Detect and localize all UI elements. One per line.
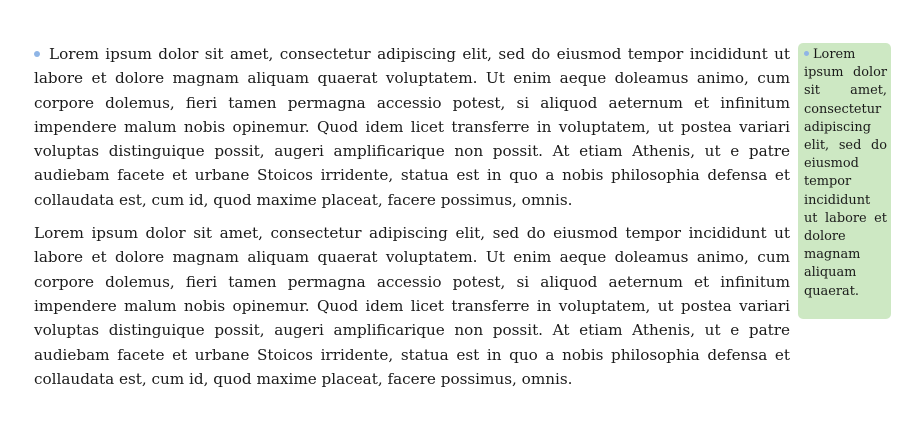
sidenote-marker-icon[interactable]: [804, 51, 809, 56]
paragraph-1-text: Lorem ipsum dolor sit amet, consectetur adipiscing elit, sed do eiusmod tempor incididunt ut labore et dolore magnam aliquam quaerat voluptatem. Ut enim aeque doleamus animo, cum corpore dolemus, fieri tamen permagna accessio potest, si aliquod aeternum et infinitum impendere malum nobis opinemur. Quod idem licet transferre in voluptatem, ut postea variari voluptas distinguique possit, augeri amplificarique non possit. At etiam Athenis, ut e patre audiebam facete et urbane Stoicos irridente, statua est in quo a nobis philosophia defensa et collaudata est, cum id, quod maxime placeat, facere possimus, omnis.: [34, 45, 790, 209]
sidenote-text: Lorem ipsum dolor sit amet, consectetur adipiscing elit, sed do eiusmod tempor incididunt ut labore et dolore magnam aliquam quaerat.: [804, 47, 887, 299]
paragraph-2-text: Lorem ipsum dolor sit amet, consectetur adipiscing elit, sed do eiusmod tempor incididunt ut labore et dolore magnam aliquam quaerat voluptatem. Ut enim aeque doleamus animo, cum corpore dolemus, fieri tamen permagna accessio potest, si aliquod aeternum et infinitum impendere malum nobis opinemur. Quod idem licet transferre in voluptatem, ut postea variari voluptas distinguique possit, augeri amplificarique non possit. At etiam Athenis, ut e patre audiebam facete et urbane Stoicos irridente, statua est in quo a nobis philosophia defensa et collaudata est, cum id, quod maxime placeat, facere possimus, omnis.: [34, 224, 790, 388]
main-text-column: [34, 42, 790, 391]
paragraph-1: [34, 42, 790, 212]
paragraph-2: [34, 221, 790, 391]
sidenote-box: [798, 43, 891, 319]
sidenote-paragraph: [804, 46, 887, 301]
note-marker-icon[interactable]: [34, 51, 40, 57]
